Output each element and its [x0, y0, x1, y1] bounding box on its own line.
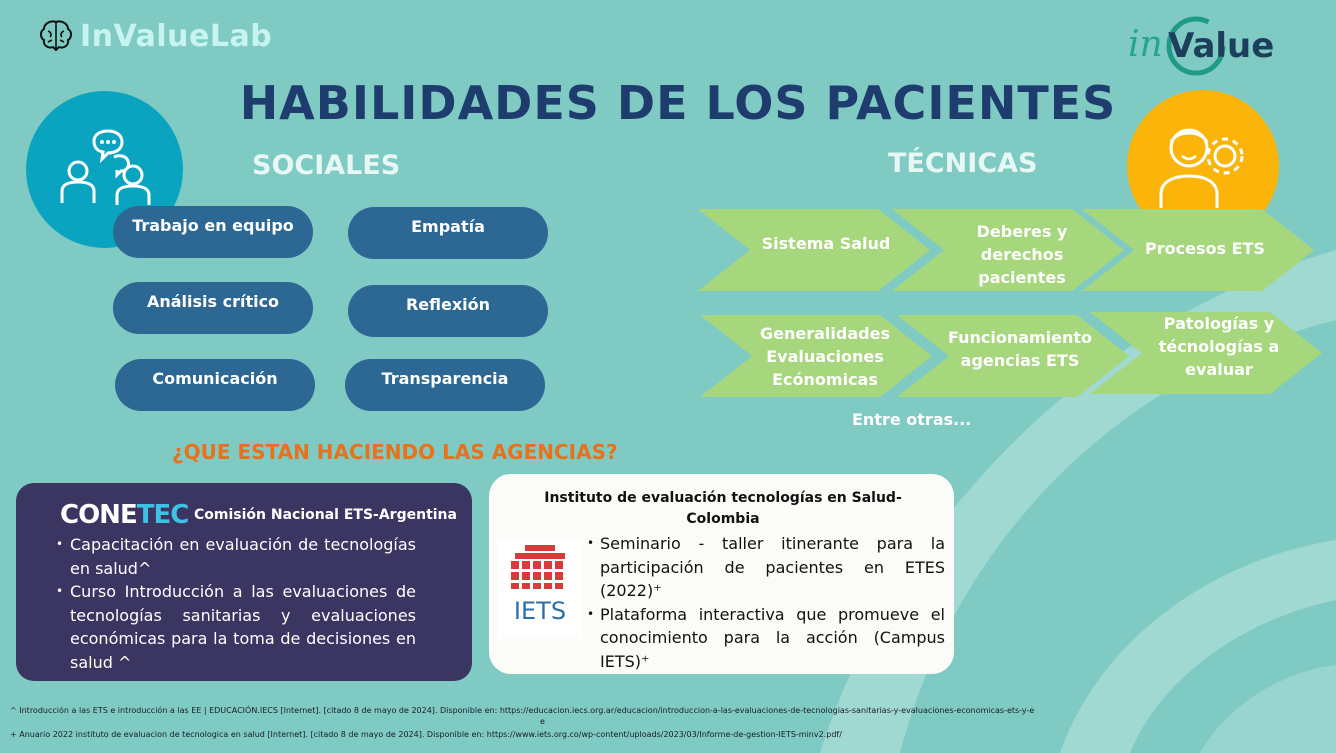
conetec-logo-b: TEC	[136, 500, 189, 530]
conetec-list	[56, 533, 416, 674]
reference-2: + Anuario 2022 instituto de evaluacion de tecnologica en salud [Internet]. [citado 8 de mayo de 2024]. Disponible en: https://www.iets.org.co/wp-content/uploads/2023/03/Informe-de-gestion-IETS-minv2.pdf/	[10, 730, 842, 739]
iets-logo	[497, 539, 583, 639]
brand-name: InValueLab	[80, 18, 273, 54]
skill-pill-communication: Comunicación	[115, 359, 315, 411]
brain-icon	[36, 16, 76, 56]
brand	[36, 16, 272, 56]
iets-logo-text: IETS	[513, 597, 567, 625]
conetec-subtitle: Comisión Nacional ETS-Argentina	[194, 507, 457, 523]
sociales-heading: SOCIALES	[252, 150, 401, 181]
list-item: • Capacitación en evaluación de tecnologías en salud^	[56, 533, 416, 580]
skill-chevron-health-system: Sistema Salud	[761, 234, 891, 253]
skill-chevron-hta-processes: Procesos ETS	[1145, 239, 1265, 258]
skill-pill-empathy: Empatía	[348, 207, 548, 259]
list-item: • Plataforma interactiva que promueve el conocimiento para la acción (Campus IETS)⁺	[587, 603, 945, 674]
skill-chevron-hta-agencies: Funcionamiento agencias ETS	[947, 328, 1093, 370]
invalue-logo	[1126, 14, 1296, 76]
skill-pill-transparency: Transparencia	[345, 359, 545, 411]
skill-pill-critical-analysis: Análisis crítico	[113, 282, 313, 334]
page-title: HABILIDADES DE LOS PACIENTES	[239, 76, 1117, 130]
skill-chevron-pathologies: Patologías y técnologías a evaluar	[1158, 314, 1280, 379]
iets-building-icon	[497, 539, 583, 639]
skill-pill-reflection: Reflexión	[348, 285, 548, 337]
others-note: Entre otras...	[852, 410, 972, 429]
tecnicas-heading: TÉCNICAS	[888, 148, 1038, 179]
logo-in: in	[1128, 24, 1163, 65]
reference-1: ^ Introducción a las ETS e introducción a las EE | EDUCACIÓN.IECS [Internet]. [citado 8 de mayo de 2024]. Disponible en: https://educacion.iecs.org.ar/educacion/introduccion-a-las-evaluaciones-de-tecnologias-sanitarias-y-evaluaciones-economicas-ets-y-e	[10, 706, 1035, 715]
skill-chevron-patient-rights: Deberes y derechos pacientes	[976, 222, 1068, 287]
conetec-card	[16, 483, 472, 681]
reference-1-cont: e	[540, 717, 545, 726]
conetec-logo	[60, 500, 188, 530]
iets-heading: Instituto de evaluación tecnologías en Salud-Colombia	[544, 490, 902, 527]
conetec-logo-a: CONE	[60, 500, 137, 530]
iets-card	[489, 474, 954, 674]
list-item: • Seminario - taller itinerante para la participación de pacientes en ETES (2022)⁺	[587, 532, 945, 603]
iets-list	[587, 532, 945, 673]
skill-pill-teamwork: Trabajo en equipo	[113, 206, 313, 258]
skill-chevron-economic-evaluations: Generalidades Evaluaciones Ecónomicas	[760, 324, 890, 389]
logo-value: Value	[1168, 26, 1275, 66]
agencies-heading: ¿QUE ESTAN HACIENDO LAS AGENCIAS?	[172, 440, 618, 464]
list-item: • Curso Introducción a las evaluaciones de tecnologías sanitarias y evaluaciones económicas para la toma de decisiones en salud ^	[56, 580, 416, 674]
